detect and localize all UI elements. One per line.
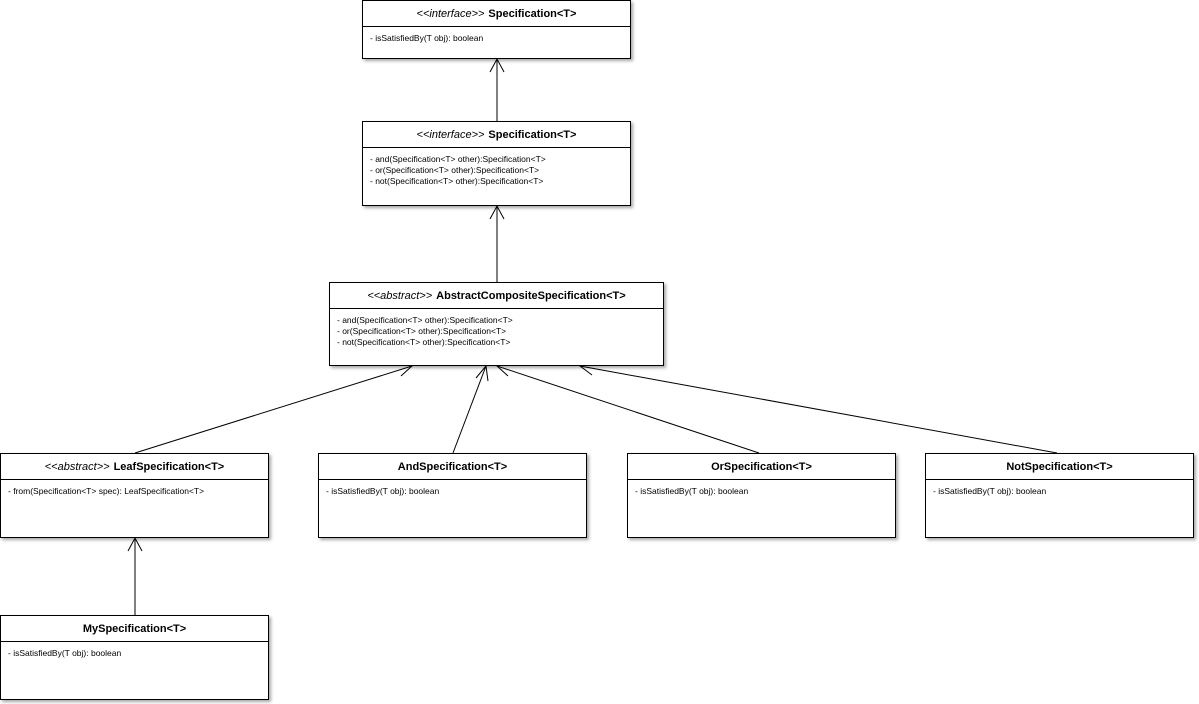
operation: - isSatisfiedBy(T obj): boolean bbox=[8, 648, 122, 658]
edge-and-to-composite bbox=[453, 366, 486, 453]
operation: - and(Specification<T> other):Specification<T> bbox=[337, 315, 513, 325]
class-header bbox=[330, 283, 663, 309]
class-name: OrSpecification<T> bbox=[711, 460, 812, 473]
class-leaf-specification[interactable] bbox=[0, 453, 269, 538]
class-name: AndSpecification<T> bbox=[397, 460, 508, 473]
stereotype-label: <<abstract>> bbox=[44, 460, 110, 473]
class-name: Specification<T> bbox=[488, 128, 577, 141]
class-specification-base[interactable] bbox=[362, 0, 631, 59]
class-abstract-composite-specification[interactable] bbox=[329, 282, 664, 366]
operation: - isSatisfiedBy(T obj): boolean bbox=[635, 486, 749, 496]
class-name: Specification<T> bbox=[488, 7, 577, 20]
class-header bbox=[628, 454, 895, 480]
class-specification-extended[interactable] bbox=[362, 121, 631, 206]
operations-compartment bbox=[319, 480, 586, 497]
stereotype-label: <<interface>> bbox=[416, 7, 485, 20]
operations-compartment bbox=[363, 27, 630, 44]
edge-leaf-to-composite bbox=[135, 366, 412, 453]
class-name: NotSpecification<T> bbox=[1006, 460, 1113, 473]
class-name: AbstractCompositeSpecification<T> bbox=[436, 289, 626, 302]
operations-compartment bbox=[1, 480, 268, 497]
operation: - isSatisfiedBy(T obj): boolean bbox=[933, 486, 1047, 496]
edge-or-to-composite bbox=[497, 366, 759, 453]
operation: - and(Specification<T> other):Specification<T> bbox=[370, 154, 546, 164]
stereotype-label: <<interface>> bbox=[416, 128, 485, 141]
class-not-specification[interactable] bbox=[925, 453, 1194, 538]
class-header bbox=[363, 122, 630, 148]
class-header bbox=[319, 454, 586, 480]
class-header bbox=[926, 454, 1193, 480]
operations-compartment bbox=[330, 309, 663, 348]
operation: - isSatisfiedBy(T obj): boolean bbox=[326, 486, 440, 496]
class-name: MySpecification<T> bbox=[82, 622, 187, 635]
arrowhead-composite-from-and bbox=[476, 366, 488, 381]
class-name: LeafSpecification<T> bbox=[113, 460, 225, 473]
edge-not-to-composite bbox=[580, 366, 1057, 453]
operations-compartment bbox=[363, 148, 630, 187]
operation: - from(Specification<T> spec): LeafSpecification<T> bbox=[8, 486, 205, 496]
class-header bbox=[1, 616, 268, 642]
operations-compartment bbox=[926, 480, 1193, 497]
operation: - or(Specification<T> other):Specification<T> bbox=[337, 326, 507, 336]
operation: - not(Specification<T> other):Specification<T> bbox=[337, 337, 511, 347]
class-or-specification[interactable] bbox=[627, 453, 896, 538]
class-my-specification[interactable] bbox=[0, 615, 269, 700]
class-header bbox=[363, 1, 630, 27]
class-header bbox=[1, 454, 268, 480]
class-and-specification[interactable] bbox=[318, 453, 587, 538]
operation: - not(Specification<T> other):Specification<T> bbox=[370, 176, 544, 186]
operations-compartment bbox=[628, 480, 895, 497]
operation: - isSatisfiedBy(T obj): boolean bbox=[370, 33, 484, 43]
operation: - or(Specification<T> other):Specification<T> bbox=[370, 165, 540, 175]
operations-compartment bbox=[1, 642, 268, 659]
stereotype-label: <<abstract>> bbox=[367, 289, 433, 302]
